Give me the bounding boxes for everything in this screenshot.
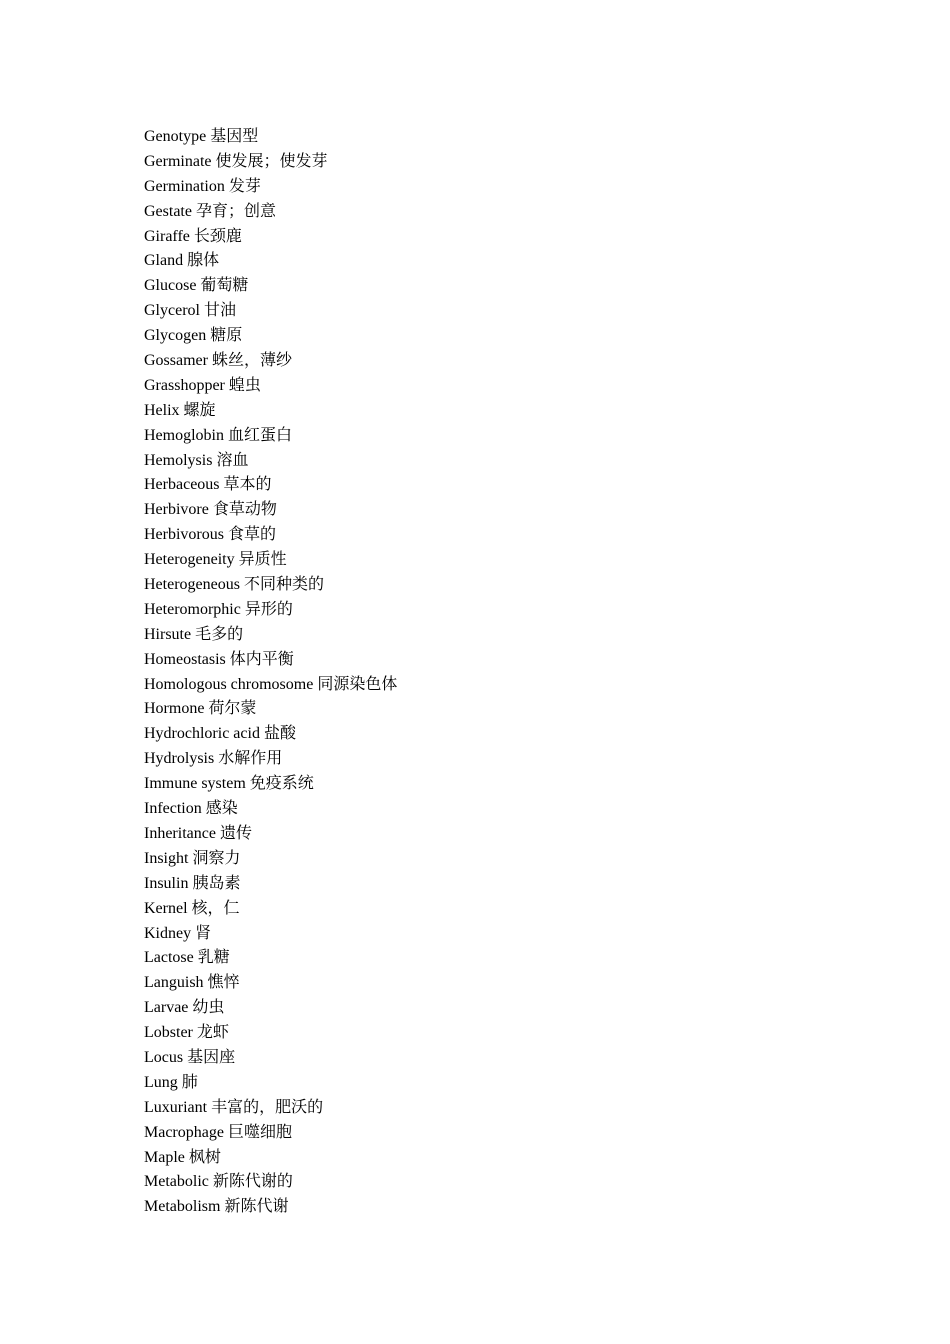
vocabulary-entry: Languish 憔悴 [144,974,240,992]
vocabulary-entry: Hydrochloric acid 盐酸 [144,725,296,743]
vocabulary-entry: Gland 腺体 [144,252,220,270]
vocabulary-entry: Metabolism 新陈代谢 [144,1198,289,1216]
vocabulary-entry: Luxuriant 丰富的，肥沃的 [144,1098,324,1116]
vocabulary-entry: Hormone 荷尔蒙 [144,700,257,718]
vocabulary-entry: Lobster 龙虾 [144,1024,229,1042]
vocabulary-entry: Germinate 使发展；使发芽 [144,152,328,170]
vocabulary-entry: Metabolic 新陈代谢的 [144,1173,293,1191]
vocabulary-entry: Gestate 孕育；创意 [144,202,276,220]
vocabulary-entry: Immune system 免疫系统 [144,775,314,793]
vocabulary-entry: Larvae 幼虫 [144,999,225,1017]
vocabulary-list [144,125,397,1220]
vocabulary-entry: Herbivore 食草动物 [144,501,277,519]
vocabulary-entry: Germination 发芽 [144,177,261,195]
vocabulary-entry: Infection 感染 [144,800,238,818]
vocabulary-entry: Glycogen 糖原 [144,327,243,345]
vocabulary-entry: Hydrolysis 水解作用 [144,750,283,768]
vocabulary-entry: Insulin 胰岛素 [144,874,241,892]
vocabulary-entry: Heteromorphic 异形的 [144,600,293,618]
vocabulary-entry: Heterogeneity 异质性 [144,551,287,569]
vocabulary-entry: Kidney 肾 [144,924,212,942]
vocabulary-entry: Helix 螺旋 [144,401,216,419]
vocabulary-entry: Heterogeneous 不同种类的 [144,576,324,594]
vocabulary-entry: Inheritance 遗传 [144,824,252,842]
vocabulary-entry: Locus 基因座 [144,1048,236,1066]
vocabulary-entry: Maple 枫树 [144,1148,221,1166]
vocabulary-entry: Glycerol 甘油 [144,302,236,320]
vocabulary-entry: Herbaceous 草本的 [144,476,272,494]
vocabulary-entry: Giraffe 长颈鹿 [144,227,242,245]
vocabulary-entry: Grasshopper 蝗虫 [144,376,261,394]
vocabulary-entry: Kernel 核，仁 [144,899,240,917]
vocabulary-entry: Homologous chromosome 同源染色体 [144,675,398,693]
vocabulary-entry: Insight 洞察力 [144,849,241,867]
vocabulary-entry: Lung 肺 [144,1073,198,1091]
vocabulary-entry: Macrophage 巨噬细胞 [144,1123,292,1141]
vocabulary-entry: Lactose 乳糖 [144,949,230,967]
vocabulary-entry: Hemoglobin 血红蛋白 [144,426,292,444]
vocabulary-entry: Hemolysis 溶血 [144,451,249,469]
vocabulary-entry: Hirsute 毛多的 [144,625,244,643]
vocabulary-entry: Glucose 葡萄糖 [144,277,249,295]
vocabulary-entry: Herbivorous 食草的 [144,526,276,544]
vocabulary-entry: Gossamer 蛛丝，薄纱 [144,352,292,370]
vocabulary-entry: Homeostasis 体内平衡 [144,650,294,668]
vocabulary-entry: Genotype 基因型 [144,128,259,145]
